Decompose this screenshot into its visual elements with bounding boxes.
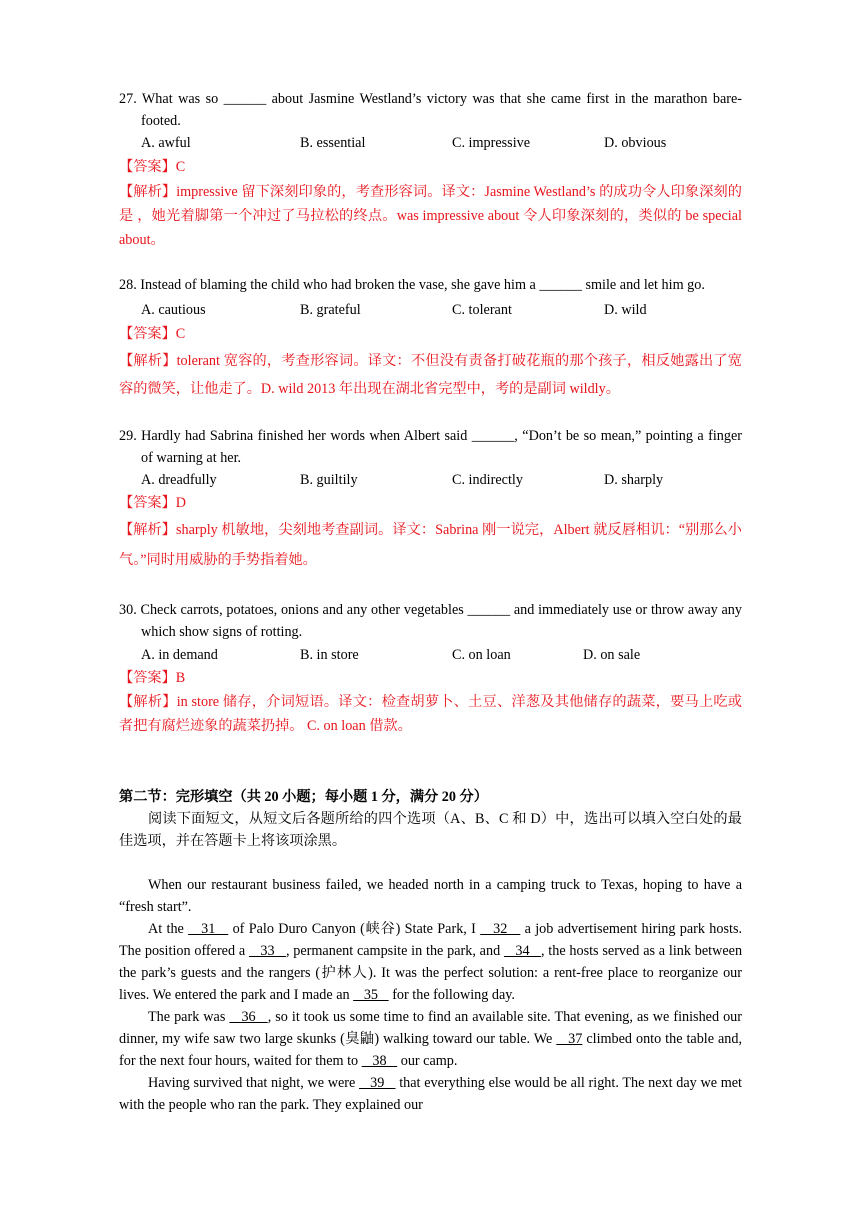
passage-text: that everything else would be all right. The next day we met with the people who ran the park. They explained our xyxy=(119,1075,742,1113)
blank-31: 31 xyxy=(188,921,229,937)
explanation: 【解析】tolerant 宽容的，考查形容词。译文：不但没有责备打破花瓶的那个孩子，相反她露出了宽容的微笑，让他走了。D. wild 2013 年出现在湖北省完型中，考的是副词 wildly。 xyxy=(119,353,742,397)
passage-text: a job advertisement hiring park hosts. The position offered a xyxy=(119,921,743,959)
passage-text: for the following day. xyxy=(388,987,515,1003)
question-29 xyxy=(119,425,742,575)
option-a: A. in demand xyxy=(141,647,218,663)
passage-text: of Palo Duro Canyon (峡谷) State Park, I xyxy=(228,921,481,937)
options-row xyxy=(119,644,742,666)
question-stem: 28. Instead of blaming the child who had broken the vase, she gave him a ______ smile and let him go. xyxy=(119,277,705,293)
option-b: B. essential xyxy=(300,135,366,151)
option-b: B. grateful xyxy=(300,302,361,318)
option-d: D. wild xyxy=(604,302,647,318)
cloze-section xyxy=(119,786,742,852)
blank-37: 37 xyxy=(556,1031,583,1047)
blank-34: 34 xyxy=(503,943,541,959)
document-page xyxy=(119,88,742,1116)
answer: 【答案】B xyxy=(119,670,186,686)
option-c: C. indirectly xyxy=(452,472,523,488)
answer: 【答案】D xyxy=(119,495,186,511)
question-stem: 27. What was so ______ about Jasmine Westland’s victory was that she came first in the marathon bare-footed. xyxy=(119,91,742,129)
options-row xyxy=(119,469,742,491)
passage-text: Having survived that night, we were xyxy=(148,1075,360,1091)
answer: 【答案】C xyxy=(119,159,186,175)
section-title: 第二节：完形填空（共 20 小题；每小题 1 分，满分 20 分） xyxy=(119,789,488,805)
option-d: D. on sale xyxy=(583,647,641,663)
question-stem: 30. Check carrots, potatoes, onions and any other vegetables ______ and immediately use or throw away any which show signs of rotting. xyxy=(119,602,742,640)
explanation: 【解析】in store 储存，介词短语。译文：检查胡萝卜、土豆、洋葱及其他储存的蔬菜，要马上吃或者把有腐烂迹象的蔬菜扔掉。 C. on loan 借款。 xyxy=(119,694,742,734)
option-d: D. sharply xyxy=(604,472,664,488)
option-b: B. in store xyxy=(300,647,359,663)
passage-text: , the hosts served as a link between the park’s guests and the rangers (护林人). It was the perfect solution: a rent-free place to reorganize our lives. We entered the park and I made an xyxy=(119,943,743,1003)
passage-text: , permanent campsite in the park, and xyxy=(285,943,504,959)
options-row xyxy=(119,299,742,321)
option-c: C. impressive xyxy=(452,135,531,151)
blank-32: 32 xyxy=(480,921,521,937)
explanation: 【解析】sharply 机敏地，尖刻地考查副词。译文：Sabrina 刚一说完，Albert 就反唇相讥：“别那么小气。”同时用威胁的手势指着她。 xyxy=(119,522,742,568)
passage-paragraph-4 xyxy=(119,1072,742,1116)
options-row xyxy=(119,132,742,154)
question-30 xyxy=(119,599,742,738)
answer: 【答案】C xyxy=(119,326,186,342)
option-c: C. tolerant xyxy=(452,302,512,318)
option-d: D. obvious xyxy=(604,135,667,151)
passage-text: The park was xyxy=(148,1009,230,1025)
blank-36: 36 xyxy=(229,1009,268,1025)
explanation: 【解析】impressive 留下深刻印象的，考查形容词。译文：Jasmine Westland’s 的成功令人印象深刻的是 ，她光着脚第一个冲过了马拉松的终点。was impressive about 令人印象深刻的，类似的 be special about。 xyxy=(119,184,742,248)
passage-text: , so it took us some time to find an available site. That evening, as we finished our dinner, my wife saw two large skunks (臭鼬) walking toward our table. We xyxy=(119,1009,742,1047)
option-a: A. awful xyxy=(141,135,191,151)
blank-33: 33 xyxy=(248,943,286,959)
blank-38: 38 xyxy=(361,1053,398,1069)
question-27 xyxy=(119,88,742,252)
section-instructions: 阅读下面短文，从短文后各题所给的四个选项（A、B、C 和 D）中，选出可以填入空白处的最佳选项，并在答题卡上将该项涂黑。 xyxy=(119,811,742,849)
option-c: C. on loan xyxy=(452,647,511,663)
passage-text: climbed onto the table and, for the next four hours, waited for them to xyxy=(119,1031,743,1069)
blank-39: 39 xyxy=(359,1075,396,1091)
passage xyxy=(119,874,742,1116)
question-28 xyxy=(119,274,742,403)
passage-paragraph-2 xyxy=(119,918,742,1006)
passage-paragraph-1: When our restaurant business failed, we headed north in a camping truck to Texas, hoping to have a “fresh start”. xyxy=(119,877,742,915)
passage-text: At the xyxy=(148,921,189,937)
option-a: A. cautious xyxy=(141,302,206,318)
option-a: A. dreadfully xyxy=(141,472,217,488)
blank-35: 35 xyxy=(353,987,389,1003)
passage-paragraph-3 xyxy=(119,1006,742,1072)
passage-text: our camp. xyxy=(397,1053,458,1069)
option-b: B. guiltily xyxy=(300,472,358,488)
question-stem: 29. Hardly had Sabrina finished her words when Albert said ______, “Don’t be so mean,” pointing a finger of warning at her. xyxy=(119,428,742,466)
